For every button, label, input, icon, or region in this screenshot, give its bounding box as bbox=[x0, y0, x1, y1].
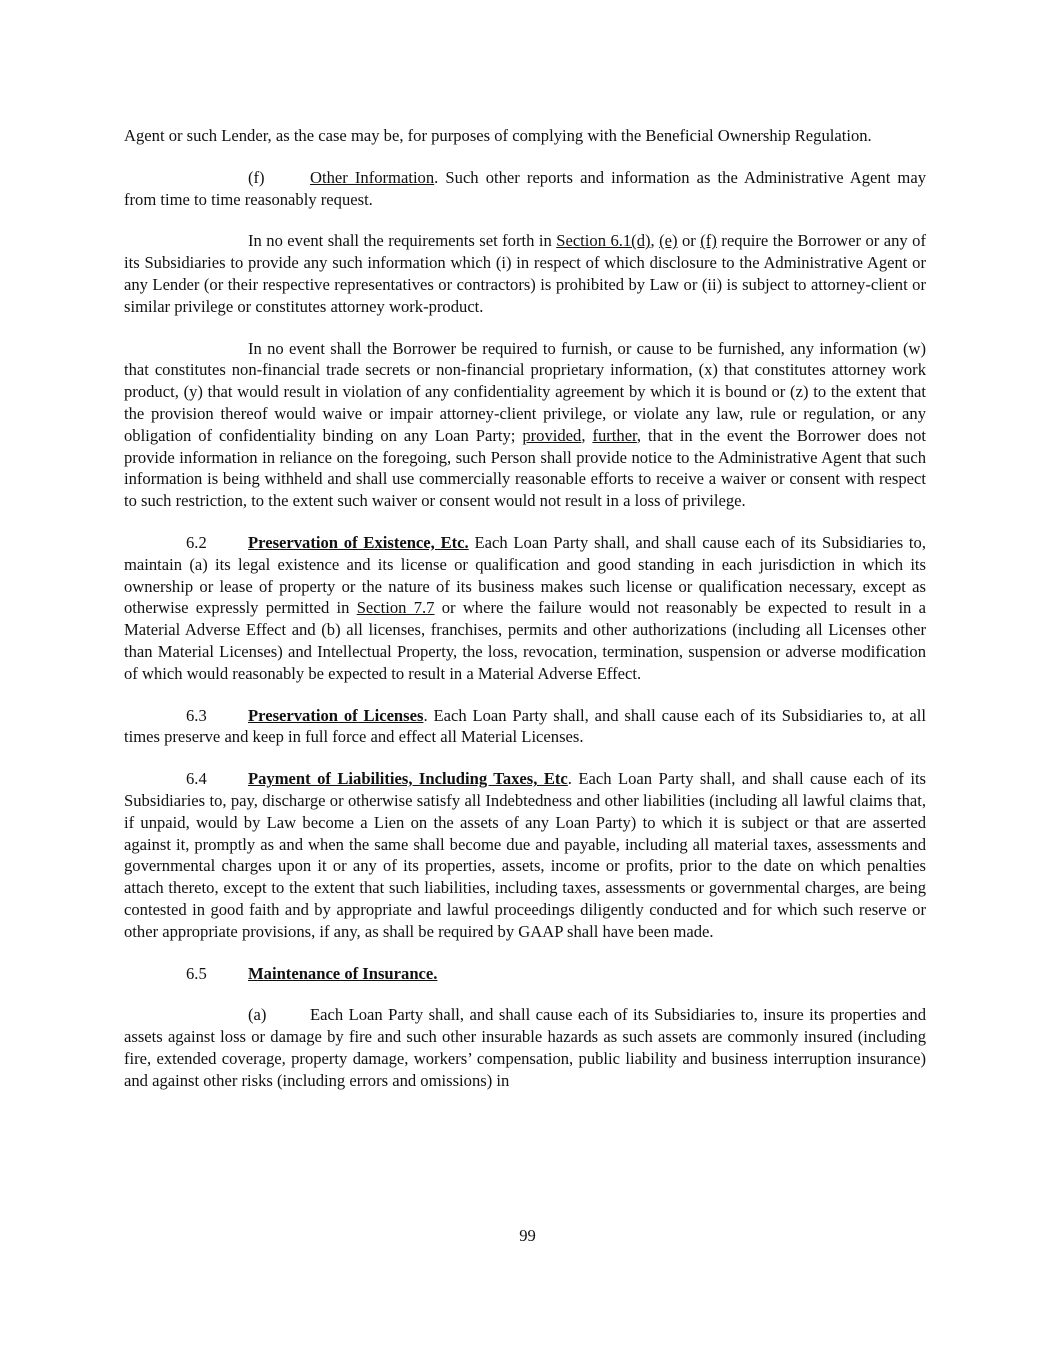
section-heading: Preservation of Existence, Etc. bbox=[248, 532, 469, 552]
section-heading: Payment of Liabilities, Including Taxes, Etc bbox=[248, 769, 568, 789]
section-ref-f: (f) bbox=[700, 231, 717, 251]
paragraph-no-event-requirements: In no event shall the requirements set forth in Section 6.1(d), (e) or (f) require the Borrower or any of its Subsidiaries to provide any such information which (i) in respect of which disclosure to the Administrative Agent or any Lender (or their respective representatives or contractors) is prohibited by Law or (ii) is subject to attorney-client or similar privilege or constitutes attorney work-product. bbox=[124, 231, 926, 316]
document-page bbox=[124, 125, 926, 1111]
section-number: 6.4 bbox=[186, 769, 207, 789]
clause-label-a: (a) bbox=[248, 1005, 267, 1025]
clause-heading-other-information: Other Information bbox=[310, 167, 435, 187]
section-6-3: 6.3 Preservation of Licenses. Each Loan Party shall, and shall cause each of its Subsidiaries to, at all times preserve and keep in full force and effect all Material Licenses. bbox=[124, 705, 927, 747]
section-6-5-a: (a) Each Loan Party shall, and shall cause each of its Subsidiaries to, insure its properties and assets against loss or damage by fire and such other insurable hazards as such assets are commonly insured (including fire, extended coverage, property damage, workers’ compensation, public liability and business interruption insurance) and against other risks (including errors and omissions) in bbox=[124, 1005, 926, 1090]
section-ref-7-7: Section 7.7 bbox=[356, 598, 435, 618]
section-number: 6.5 bbox=[186, 963, 207, 983]
term-further: further bbox=[592, 425, 637, 445]
paragraph-no-event-furnish: In no event shall the Borrower be required to furnish, or cause to be furnished, any information (w) that constitutes non-financial trade secrets or non-financial proprietary information, (x) that constitutes attorney work product, (y) that would result in violation of any confidentiality agreement by which it is bound or (z) to the extent that the provision thereof would waive or impair attorney-client privilege, or violate any law, rule or regulation, or any obligation of confidentiality binding on any Loan Party; provided, further, that in the event the Borrower does not provide information in reliance on the foregoing, such Person shall provide notice to the Administrative Agent that such information is being withheld and shall use commercially reasonable efforts to receive a waiver or consent with respect to such restriction, to the extent such waiver or consent would not result in a loss of privilege. bbox=[124, 338, 927, 511]
section-ref-6-1-d: Section 6.1(d) bbox=[556, 231, 651, 251]
section-6-4: 6.4 Payment of Liabilities, Including Taxes, Etc. Each Loan Party shall, and shall cause each of its Subsidiaries to, pay, discharge or otherwise satisfy all Indebtedness and other liabilities (including all lawful claims that, if unpaid, would by Law become a Lien on the assets of any Loan Party) to which it is subject or that are asserted against it, promptly as and when the same shall become due and payable, including all material taxes, assessments and governmental charges upon it or any of its properties, assets, income or profits, prior to the date on which penalties attach thereto, except to the extent that such liabilities, including taxes, assessments or governmental charges, are being contested in good faith and by appropriate and lawful proceedings diligently conducted and for which such reserve or other appropriate provisions, if any, as shall be required by GAAP shall have been made. bbox=[124, 769, 927, 941]
paragraph-other-information: (f) Other Information. Such other reports and information as the Administrative Agent may from time to time reasonably request. bbox=[124, 167, 926, 209]
section-6-5 bbox=[124, 963, 926, 985]
section-number: 6.3 bbox=[186, 705, 207, 725]
section-heading: Maintenance of Insurance. bbox=[248, 963, 438, 983]
section-heading: Preservation of Licenses bbox=[248, 705, 424, 725]
section-6-2: 6.2 Preservation of Existence, Etc. Each Loan Party shall, and shall cause each of its Subsidiaries to, maintain (a) its legal existence and its license or qualification and good standing in each jurisdiction in which its ownership or lease of property or the nature of its business makes such license or qualification necessary, except as otherwise expressly permitted in Section 7.7 or where the failure would not reasonably be expected to result in a Material Adverse Effect and (b) all licenses, franchises, permits and other authorizations (including all Licenses other than Material Licenses) and Intellectual Property, the loss, revocation, termination, suspension or adverse modification of which would reasonably be expected to result in a Material Adverse Effect. bbox=[124, 532, 926, 683]
clause-label-f: (f) bbox=[248, 167, 265, 187]
paragraph-beneficial-ownership: Agent or such Lender, as the case may be, for purposes of complying with the Beneficial Ownership Regulation. bbox=[124, 126, 872, 145]
term-provided: provided bbox=[522, 425, 582, 445]
section-number: 6.2 bbox=[186, 532, 207, 552]
page-number: 99 bbox=[519, 1226, 536, 1245]
section-ref-e: (e) bbox=[659, 231, 678, 251]
